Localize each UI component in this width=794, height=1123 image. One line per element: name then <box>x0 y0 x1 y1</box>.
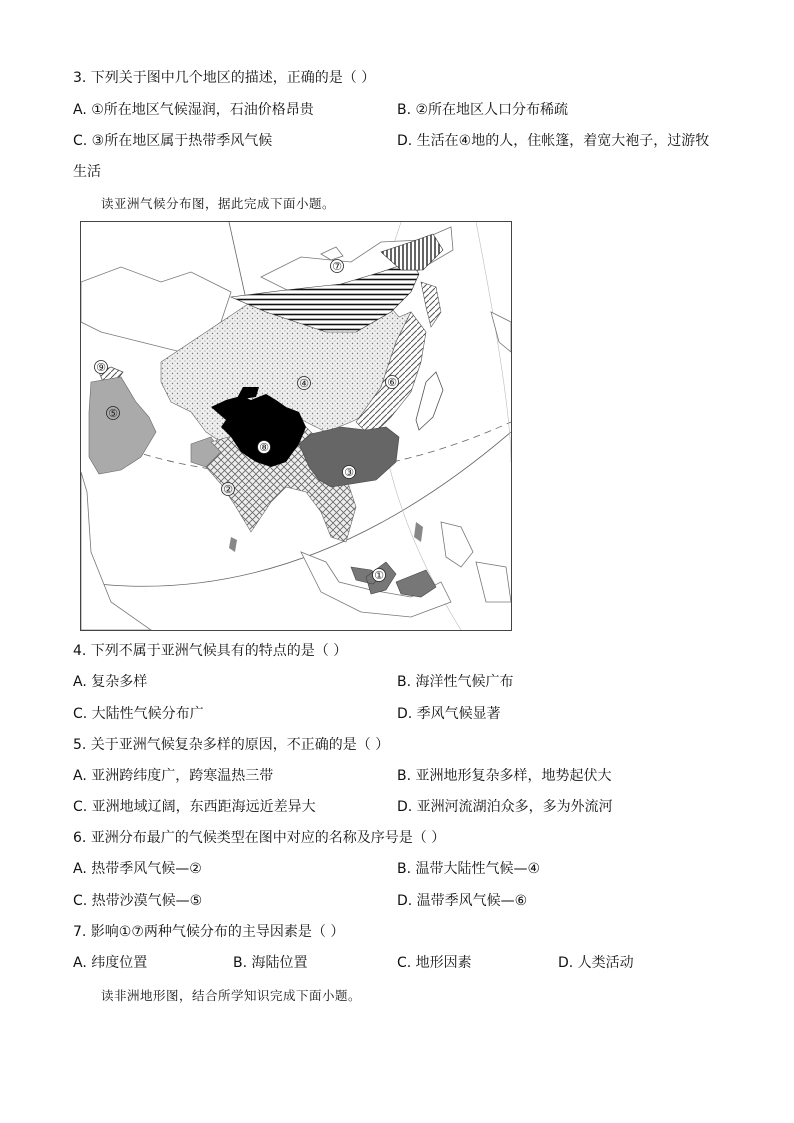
japan-islands <box>416 372 443 430</box>
asia-climate-map <box>80 221 512 631</box>
question-5-option-c[interactable]: C. 亚洲地域辽阔，东西距海远近差异大 <box>73 799 316 815</box>
question-7-option-b[interactable]: B. 海陆位置 <box>233 955 308 971</box>
question-5-option-d[interactable]: D. 亚洲河流湖泊众多，多为外流河 <box>397 799 613 815</box>
question-6-option-c[interactable]: C. 热带沙漠气候—⑤ <box>73 893 203 909</box>
question-6-option-b[interactable]: B. 温带大陆性气候—④ <box>397 861 541 877</box>
question-5-option-a[interactable]: A. 亚洲跨纬度广，跨寒温热三带 <box>73 768 274 784</box>
question-6-stem: 6. 亚洲分布最广的气候类型在图中对应的名称及序号是（ ） <box>73 830 446 846</box>
question-4-option-b[interactable]: B. 海洋性气候广布 <box>397 674 514 690</box>
sri-lanka <box>229 537 237 552</box>
question-4-stem: 4. 下列不属于亚洲气候具有的特点的是（ ） <box>73 643 348 659</box>
question-3-option-b[interactable]: B. ②所在地区人口分布稀疏 <box>397 102 569 118</box>
question-3-option-d[interactable]: D. 生活在④地的人，住帐篷，着宽大袍子，过游牧 <box>397 133 710 149</box>
question-6-option-d[interactable]: D. 温带季风气候—⑥ <box>397 893 528 909</box>
question-4-option-a[interactable]: A. 复杂多样 <box>73 674 148 690</box>
question-5-stem: 5. 关于亚洲气候复杂多样的原因，不正确的是（ ） <box>73 737 390 753</box>
question-3-option-c[interactable]: C. ③所在地区属于热带季风气候 <box>73 133 273 149</box>
question-5-option-b[interactable]: B. 亚洲地形复杂多样，地势起伏大 <box>397 768 612 784</box>
question-3-option-d-continued: 生活 <box>73 164 101 180</box>
question-4-option-d[interactable]: D. 季风气候显著 <box>397 706 501 722</box>
label-2: ② <box>223 483 233 496</box>
philippines <box>414 522 423 542</box>
africa-map-instruction: 读非洲地形图，结合所学知识完成下面小题。 <box>101 988 362 1003</box>
question-7-option-a[interactable]: A. 纬度位置 <box>73 955 148 971</box>
question-7-option-c[interactable]: C. 地形因素 <box>397 955 472 971</box>
label-3: ③ <box>344 466 354 479</box>
question-3-stem: 3. 下列关于图中几个地区的描述，正确的是（ ） <box>73 70 376 86</box>
question-7-stem: 7. 影响①⑦两种气候分布的主导因素是（ ） <box>73 924 345 940</box>
question-4-option-c[interactable]: C. 大陆性气候分布广 <box>73 706 204 722</box>
asia-climate-map-figure <box>81 222 511 630</box>
label-6: ⑥ <box>387 376 397 389</box>
label-5: ⑤ <box>108 407 118 420</box>
label-1: ① <box>374 569 384 582</box>
region-5-desert <box>89 377 156 474</box>
question-3-option-a[interactable]: A. ①所在地区气候湿润，石油价格昂贵 <box>73 102 314 118</box>
label-7: ⑦ <box>332 260 342 273</box>
question-6-option-a[interactable]: A. 热带季风气候—② <box>73 861 202 877</box>
label-4: ④ <box>299 377 309 390</box>
label-9: ⑨ <box>96 361 106 374</box>
map-instruction: 读亚洲气候分布图，据此完成下面小题。 <box>101 196 336 211</box>
label-8: ⑧ <box>259 441 269 454</box>
region-northeast-stripes <box>421 282 441 327</box>
question-7-option-d[interactable]: D. 人类活动 <box>558 955 634 971</box>
